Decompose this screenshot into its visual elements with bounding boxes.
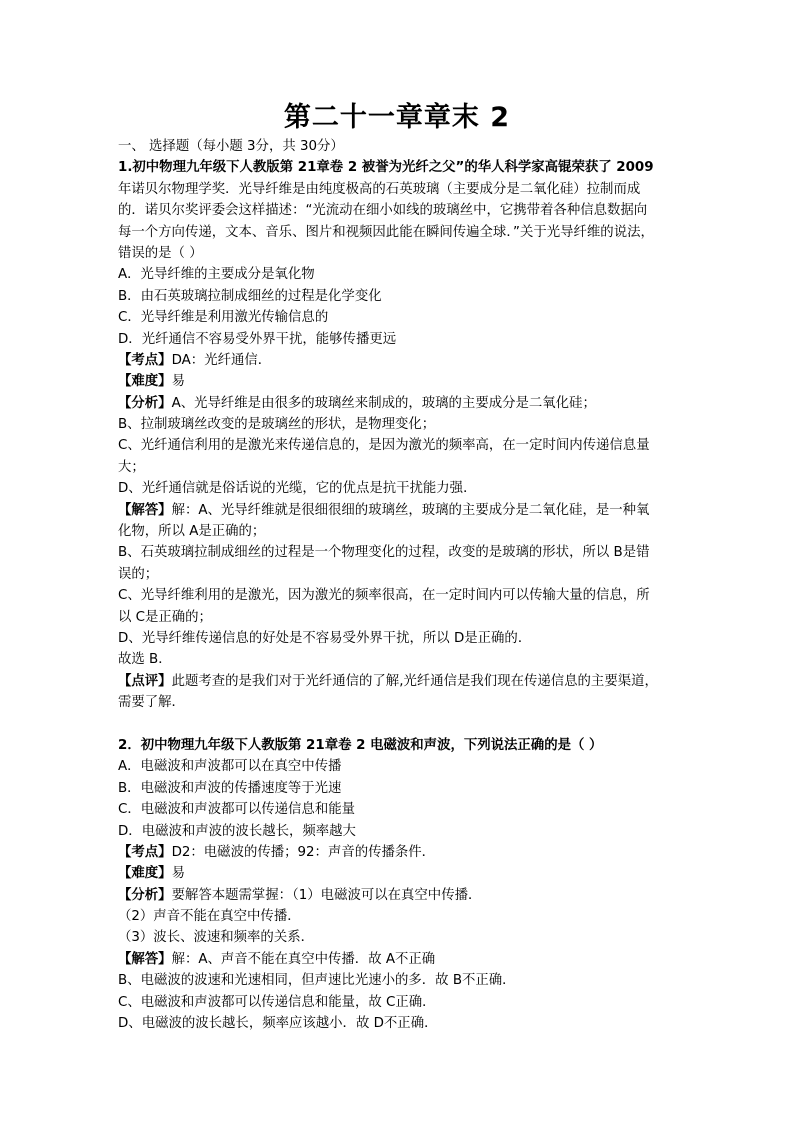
- question-1: [118, 157, 688, 713]
- nandu-text: 易: [171, 374, 185, 390]
- option-c: C．光导纤维是利用激光传输信息的: [118, 310, 329, 326]
- option-d: D．电磁波和声波的波长越长，频率越大: [118, 823, 356, 839]
- fenxi-line: （2）声音不能在真空中传播．: [118, 909, 301, 925]
- fenxi-line: （3）波长、波速和频率的关系．: [118, 930, 314, 946]
- fenxi-label: 【分析】: [118, 395, 172, 411]
- dianping-line: 【点评】此题考查的是我们对于光纤通信的了解,光纤通信是我们现在传递信息的主要渠道，: [118, 673, 658, 689]
- jieda-line: C、光导纤维利用的是激光，因为激光的频率很高，在一定时间内可以传输大量的信息，所: [118, 588, 650, 604]
- jieda-line: 化物，所以 A是正确的；: [118, 524, 266, 540]
- jieda-line: 以 C是正确的；: [118, 609, 212, 625]
- fenxi-line: D、光纤通信就是俗话说的光缆，它的优点是抗干扰能力强．: [118, 481, 477, 497]
- jieda-line: 误的；: [118, 566, 159, 582]
- option-a: A．电磁波和声波都可以在真空中传播: [118, 759, 342, 775]
- dianping-line: 需要了解．: [118, 695, 185, 711]
- jieda-line: B、石英玻璃拉制成细丝的过程是一个物理变化的过程，改变的是玻璃的形状，所以 B是错: [118, 545, 650, 561]
- jieda-line: D、光导纤维传递信息的好处是不容易受外界干扰，所以 D是正确的．: [118, 630, 532, 646]
- jieda-line: 【解答】解：A、光导纤维就是很细很细的玻璃丝，玻璃的主要成分是二氧化硅，是一种氧: [118, 502, 650, 518]
- fenxi-line: 大；: [118, 459, 145, 475]
- nandu-text: 易: [171, 866, 185, 882]
- option-b: B．由石英玻璃拉制成细丝的过程是化学变化: [118, 288, 382, 304]
- document-body: [118, 136, 688, 1034]
- fenxi-line: B、拉制玻璃丝改变的是玻璃丝的形状，是物理变化；: [118, 417, 436, 433]
- question-2: [118, 735, 688, 1034]
- question-stem-line: 年诺贝尔物理学奖．光导纤维是由纯度极高的石英玻璃（主要成分是二氧化硅）拉制而成: [118, 181, 641, 197]
- option-b: B．电磁波和声波的传播速度等于光速: [118, 780, 342, 796]
- nandu-label: 【难度】: [118, 374, 172, 390]
- jieda-line: D、电磁波的波长越长，频率应该越小．故 D不正确．: [118, 1016, 438, 1032]
- option-c: C．电磁波和声波都可以传递信息和能量: [118, 802, 355, 818]
- section-heading: 一、 选择题（每小题 3分，共 30分）: [118, 139, 344, 154]
- kaodian-label: 【考点】: [118, 352, 172, 368]
- dianping-label: 【点评】: [118, 673, 172, 689]
- kaodian-text: D2：电磁波的传播；92：声音的传播条件．: [171, 844, 436, 860]
- option-d: D．光纤通信不容易受外界干扰，能够传播更远: [118, 331, 397, 347]
- nandu-label: 【难度】: [118, 866, 172, 882]
- option-a: A．光导纤维的主要成分是氧化物: [118, 267, 315, 283]
- question-stem-line: 1.初中物理九年级下人教版第 21章卷 2 被誉为光纤之父”的华人科学家高锟荣获了 2009: [118, 160, 654, 176]
- jieda-line: B、电磁波的波速和光速相同，但声速比光速小的多．故 B不正确．: [118, 973, 516, 989]
- nandu-line: [118, 371, 688, 392]
- kaodian-line: [118, 350, 688, 371]
- fenxi-line: 【分析】A、光导纤维是由很多的玻璃丝来制成的，玻璃的主要成分是二氧化硅；: [118, 395, 596, 411]
- fenxi-line: C、光纤通信利用的是激光来传递信息的，是因为激光的频率高，在一定时间内传递信息量: [118, 438, 650, 454]
- kaodian-label: 【考点】: [118, 844, 172, 860]
- question-stem-line: 错误的是（ ）: [118, 245, 203, 261]
- kaodian-text: DA：光纤通信．: [171, 352, 272, 368]
- nandu-line: [118, 863, 688, 884]
- jieda-line: 【解答】解：A、声音不能在真空中传播．故 A不正确: [118, 951, 436, 967]
- fenxi-line: 【分析】要解答本题需掌握：（1）电磁波可以在真空中传播．: [118, 887, 482, 903]
- question-stem-line: 2．初中物理九年级下人教版第 21章卷 2 电磁波和声波，下列说法正确的是（ ）: [118, 737, 603, 753]
- question-stem-line: 的．诺贝尔奖评委会这样描述：“光流动在细小如线的玻璃丝中，它携带着各种信息数据向: [118, 203, 648, 219]
- jieda-label: 【解答】: [118, 502, 172, 518]
- fenxi-label: 【分析】: [118, 887, 172, 903]
- page-title: 第二十一章章末 2: [283, 102, 511, 133]
- question-spacer: [118, 714, 688, 735]
- question-stem-line: 每一个方向传递，文本、音乐、图片和视频因此能在瞬间传遍全球．”关于光导纤维的说法，: [118, 224, 654, 240]
- jieda-label: 【解答】: [118, 951, 172, 967]
- jieda-line: 故选 B．: [118, 652, 172, 668]
- kaodian-line: [118, 842, 688, 863]
- jieda-line: C、电磁波和声波都可以传递信息和能量，故 C正确．: [118, 994, 436, 1010]
